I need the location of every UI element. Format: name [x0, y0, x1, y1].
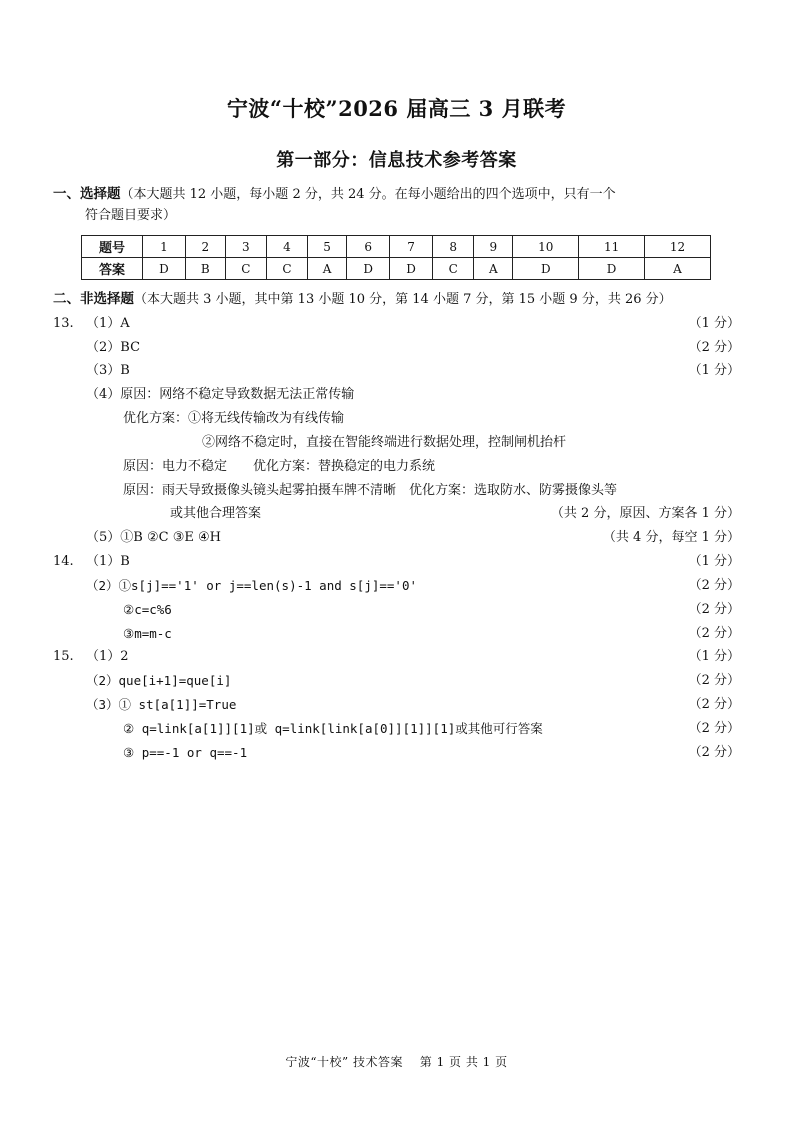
answer-code: ②c=c%6: [123, 602, 172, 617]
answer-code: （2）que[i+1]=que[i]: [86, 673, 232, 688]
answer-cell: C: [433, 258, 474, 280]
answer-code: （3）① st[a[1]]=True: [86, 697, 237, 712]
question-number-cell: 1: [143, 236, 186, 258]
answer-code: ③ p==-1 or q==-1: [123, 745, 248, 760]
answer-cell: B: [185, 258, 225, 280]
page-subtitle: 第一部分：信息技术参考答案: [276, 150, 517, 171]
answer-text: （1）2: [86, 649, 129, 664]
section1-note-line2: 符合题目要求）: [85, 208, 177, 223]
section2-note: （本大题共 3 小题，其中第 13 小题 10 分，第 14 小题 7 分，第 15 小题 9 分，共 26 分）: [134, 292, 672, 307]
answer-code: （2）①s[j]=='1' or j==len(s)-1 and s[j]=='0': [86, 578, 417, 593]
question-number-cell: 6: [347, 236, 390, 258]
answer-text: （4）原因：网络不稳定导致数据无法正常传输: [86, 387, 355, 402]
answer-code: ③m=m-c: [123, 626, 172, 641]
answer-text: （3）B: [86, 363, 130, 378]
answer-cell: D: [347, 258, 390, 280]
answer-text: （1）A: [86, 316, 130, 331]
score-points: （1 分）: [688, 363, 740, 378]
question-number-cell: 8: [433, 236, 474, 258]
answer-text: 原因：电力不稳定 优化方案：替换稳定的电力系统: [123, 459, 436, 474]
page-title: 宁波“十校”2026 届高三 3 月联考: [226, 96, 567, 121]
answer-line: [53, 645, 740, 669]
answer-line: [53, 502, 740, 526]
question-number-cell: 9: [474, 236, 513, 258]
table-row-label: 题号: [82, 236, 143, 258]
answer-cell: D: [513, 258, 579, 280]
answer-line: [53, 359, 740, 383]
score-points: （2 分）: [688, 340, 740, 355]
answer-line: [53, 550, 740, 574]
question-number-cell: 5: [308, 236, 347, 258]
answer-line: [53, 431, 740, 455]
score-points: （2 分）: [688, 578, 740, 593]
score-points: （1 分）: [688, 316, 740, 331]
score-points: （2 分）: [688, 673, 740, 688]
question-number: 14.: [53, 554, 74, 569]
table-row-label: 答案: [82, 258, 143, 280]
answer-text: 优化方案：①将无线传输改为有线传输: [123, 411, 345, 426]
answer-text: 或其他合理答案: [170, 506, 262, 521]
question-number-cell: 2: [185, 236, 225, 258]
answer-line: [53, 479, 740, 503]
question-number-cell: 7: [390, 236, 433, 258]
section2-header: [53, 288, 743, 311]
score-points: （2 分）: [688, 697, 740, 712]
score-points: （2 分）: [688, 626, 740, 641]
answer-line: [53, 312, 740, 336]
question-number-cell: 11: [579, 236, 645, 258]
answer-text: （1）B: [86, 554, 130, 569]
score-points: （2 分）: [688, 745, 740, 760]
answer-table: [81, 235, 711, 280]
answer-text: （5）①B ②C ③E ④H: [86, 530, 221, 545]
answer-line: [53, 669, 740, 693]
question-number-cell: 10: [513, 236, 579, 258]
answer-cell: A: [474, 258, 513, 280]
answer-cell: C: [225, 258, 266, 280]
question-number-cell: 3: [225, 236, 266, 258]
score-points: （共 4 分，每空 1 分）: [602, 530, 740, 545]
score-points: （1 分）: [688, 554, 740, 569]
page-footer: 宁波“十校” 技术答案 第 1 页 共 1 页: [285, 1055, 508, 1069]
table-row-numbers: [82, 236, 711, 258]
answer-line: [53, 741, 740, 765]
section1-note: （本大题共 12 小题，每小题 2 分，共 24 分。在每小题给出的四个选项中，只有一个: [120, 187, 616, 202]
question-number: 15.: [53, 649, 74, 664]
answer-cell: D: [579, 258, 645, 280]
answer-line: [53, 336, 740, 360]
answer-line: [53, 455, 740, 479]
question-number: 13.: [53, 316, 74, 331]
answer-cell: A: [645, 258, 711, 280]
section2-heading: 二、非选择题: [53, 291, 134, 307]
answer-line: [53, 407, 740, 431]
section1-heading: 一、选择题: [53, 186, 121, 202]
table-row-answers: [82, 258, 711, 280]
score-points: （2 分）: [688, 721, 740, 736]
answer-cell: D: [390, 258, 433, 280]
score-points: （1 分）: [688, 649, 740, 664]
answer-line: [53, 383, 740, 407]
answer-text: ②网络不稳定时，直接在智能终端进行数据处理，控制闸机抬杆: [202, 435, 567, 450]
answer-cell: C: [266, 258, 307, 280]
answer-text: 原因：雨天导致摄像头镜头起雾拍摄车牌不清晰 优化方案：选取防水、防雾摄像头等: [123, 483, 618, 498]
score-points: （共 2 分，原因、方案各 1 分）: [550, 506, 740, 521]
answer-line: [53, 693, 740, 717]
question-number-cell: 4: [266, 236, 307, 258]
answer-text: （2）BC: [86, 340, 141, 355]
answer-cell: A: [308, 258, 347, 280]
score-points: （2 分）: [688, 602, 740, 617]
answer-line: [53, 598, 740, 622]
answer-code: ② q=link[a[1]][1]或 q=link[link[a[0]][1]][1]或其他可行答案: [123, 721, 543, 736]
question-number-cell: 12: [645, 236, 711, 258]
answer-line: [53, 622, 740, 646]
section1-header: [53, 183, 743, 206]
answer-line: [53, 574, 740, 598]
answer-cell: D: [143, 258, 186, 280]
answer-line: [53, 526, 740, 550]
answer-line: [53, 717, 740, 741]
